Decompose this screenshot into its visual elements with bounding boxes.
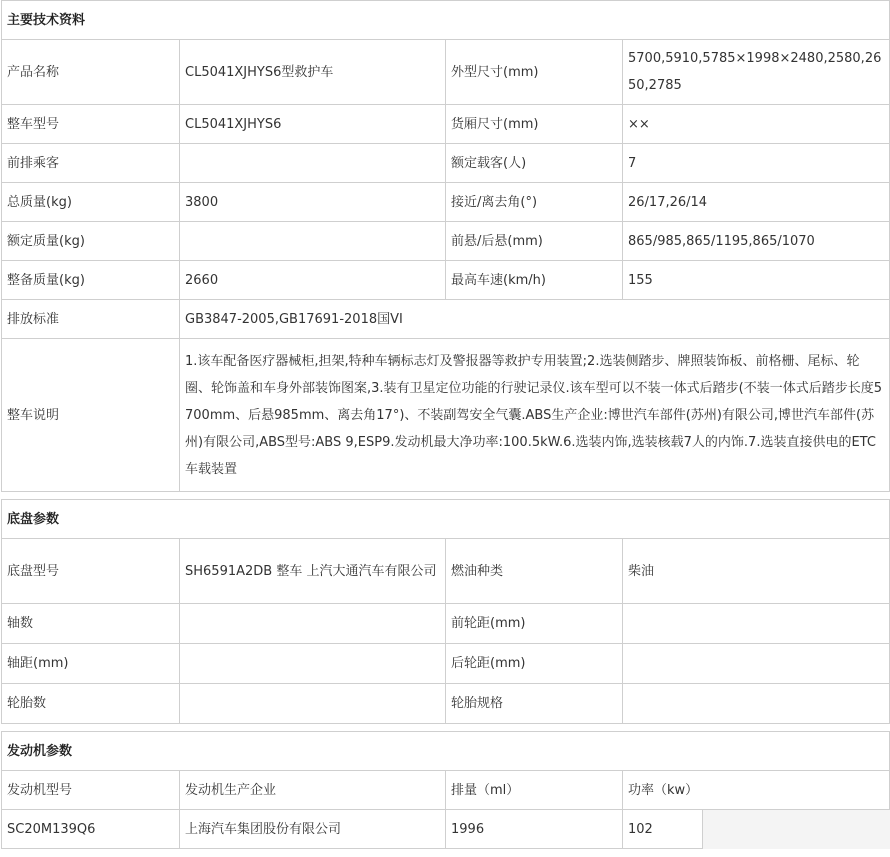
value-cell: 3800	[180, 183, 446, 222]
label-cell: 接近/离去角(°)	[446, 183, 623, 222]
value-cell: 2660	[180, 261, 446, 300]
section-header	[2, 1, 890, 40]
label-cell: 燃油种类	[446, 539, 623, 604]
table-row	[2, 644, 890, 684]
value-cell: CL5041XJHYS6	[180, 105, 446, 144]
table-row	[2, 604, 890, 644]
label-cell: 外型尺寸(mm)	[446, 40, 623, 105]
table-row	[2, 222, 890, 261]
table-row	[2, 339, 890, 492]
label-cell: 额定载客(人)	[446, 144, 623, 183]
label-cell: 整备质量(kg)	[2, 261, 180, 300]
section-title-main-specs: 主要技术资料	[2, 1, 890, 40]
empty-cell	[703, 810, 890, 849]
value-cell: ××	[623, 105, 890, 144]
label-cell: 前轮距(mm)	[446, 604, 623, 644]
label-cell: 轮胎数	[2, 684, 180, 724]
value-cell: 上海汽车集团股份有限公司	[180, 810, 446, 849]
table-row	[2, 539, 890, 604]
section-title-chassis: 底盘参数	[2, 500, 890, 539]
label-cell: 货厢尺寸(mm)	[446, 105, 623, 144]
label-cell: 底盘型号	[2, 539, 180, 604]
value-cell	[180, 604, 446, 644]
table-row	[2, 144, 890, 183]
table-row	[2, 105, 890, 144]
column-header: 发动机型号	[2, 771, 180, 810]
label-cell: 最高车速(km/h)	[446, 261, 623, 300]
table-row	[2, 40, 890, 105]
value-cell: 5700,5910,5785×1998×2480,2580,2650,2785	[623, 40, 890, 105]
table-row	[2, 261, 890, 300]
value-cell	[623, 604, 890, 644]
label-cell: 总质量(kg)	[2, 183, 180, 222]
value-cell	[180, 144, 446, 183]
label-cell: 排放标准	[2, 300, 180, 339]
label-cell: 前排乘客	[2, 144, 180, 183]
value-cell: SC20M139Q6	[2, 810, 180, 849]
value-cell	[180, 684, 446, 724]
value-cell	[623, 644, 890, 684]
label-cell: 整车说明	[2, 339, 180, 492]
table-row	[2, 810, 890, 849]
spec-table	[1, 0, 890, 849]
value-cell: SH6591A2DB 整车 上汽大通汽车有限公司	[180, 539, 446, 604]
value-cell: 1996	[446, 810, 623, 849]
vehicle-description: 1.该车配备医疗器械柜,担架,特种车辆标志灯及警报器等救护专用装置;2.选装侧踏步、牌照装饰板、前格栅、尾标、轮圈、轮饰盖和车身外部装饰图案,3.装有卫星定位功能的行驶记录仪.该车型可以不装一体式后踏步(不装一体式后踏步长度5700mm、后悬985mm、离去角17°)、不装副驾安全气囊.ABS生产企业:博世汽车部件(苏州)有限公司,博世汽车部件(苏州)有限公司,ABS型号:ABS 9,ESP9.发动机最大净功率:100.5kW.6.选装内饰,选装核载7人的内饰.7.选装直接供电的ETC车载装置	[180, 339, 890, 492]
label-cell: 额定质量(kg)	[2, 222, 180, 261]
table-row	[2, 183, 890, 222]
value-cell: CL5041XJHYS6型救护车	[180, 40, 446, 105]
value-cell: 865/985,865/1195,865/1070	[623, 222, 890, 261]
value-cell: 26/17,26/14	[623, 183, 890, 222]
label-cell: 轴数	[2, 604, 180, 644]
label-cell: 轴距(mm)	[2, 644, 180, 684]
emission-standard-value: GB3847-2005,GB17691-2018国VI	[180, 300, 890, 339]
value-cell: 柴油	[623, 539, 890, 604]
value-cell: 7	[623, 144, 890, 183]
column-header: 功率（kw）	[623, 771, 890, 810]
section-title-engine: 发动机参数	[2, 732, 890, 771]
table-row	[2, 684, 890, 724]
label-cell: 后轮距(mm)	[446, 644, 623, 684]
label-cell: 轮胎规格	[446, 684, 623, 724]
column-header: 排量（ml）	[446, 771, 623, 810]
value-cell	[180, 644, 446, 684]
value-cell: 155	[623, 261, 890, 300]
table-header-row	[2, 771, 890, 810]
value-cell: 102	[623, 810, 703, 849]
value-cell	[180, 222, 446, 261]
column-header: 发动机生产企业	[180, 771, 446, 810]
table-row	[2, 300, 890, 339]
label-cell: 整车型号	[2, 105, 180, 144]
section-header	[2, 500, 890, 539]
label-cell: 产品名称	[2, 40, 180, 105]
section-header	[2, 732, 890, 771]
label-cell: 前悬/后悬(mm)	[446, 222, 623, 261]
value-cell	[623, 684, 890, 724]
